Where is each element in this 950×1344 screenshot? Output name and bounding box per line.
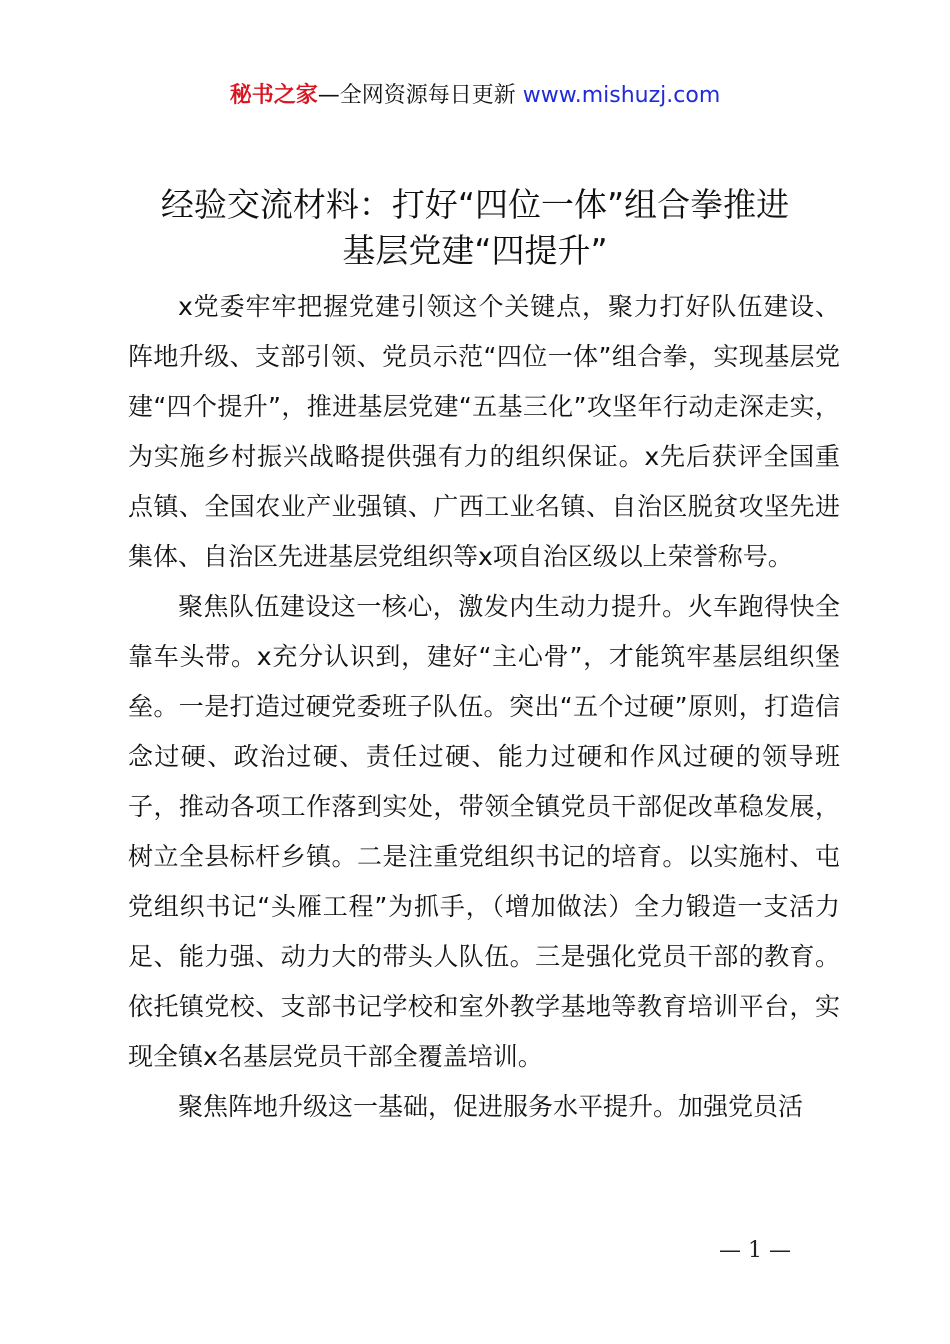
- site-brand: 秘书之家: [229, 83, 318, 108]
- document-title-line-1: 经验交流材料：打好“四位一体”组合拳推进: [160, 185, 790, 224]
- site-url: www.mishuzj.com: [522, 83, 721, 108]
- page-number: — 1 —: [719, 1238, 791, 1263]
- document-title: [90, 182, 860, 274]
- body-paragraph-3: 聚焦阵地升级这一基础，促进服务水平提升。加强党员活: [178, 1092, 804, 1121]
- site-slogan: —全网资源每日更新: [317, 83, 516, 108]
- document-body: [128, 282, 840, 1132]
- site-header: [0, 80, 950, 112]
- document-title-line-2: 基层党建“四提升”: [342, 231, 608, 270]
- body-paragraph-1: x党委牢牢把握党建引领这个关键点，聚力打好队伍建设、阵地升级、支部引领、党员示范“四位一体”组合拳，实现基层党建“四个提升”，推进基层党建“五基三化”攻坚年行动走深走实，为实施乡村振兴战略提供强有力的组织保证。x先后获评全国重点镇、全国农业产业强镇、广西工业名镇、自治区脱贫攻坚先进集体、自治区先进基层党组织等x项自治区级以上荣誉称号。: [128, 292, 840, 571]
- body-paragraph-2: 聚焦队伍建设这一核心，激发内生动力提升。火车跑得快全靠车头带。x充分认识到，建好“主心骨”，才能筑牢基层组织堡垒。一是打造过硬党委班子队伍。突出“五个过硬”原则，打造信念过硬、政治过硬、责任过硬、能力过硬和作风过硬的领导班子，推动各项工作落到实处，带领全镇党员干部促改革稳发展，树立全县标杆乡镇。二是注重党组织书记的培育。以实施村、屯党组织书记“头雁工程”为抓手，（增加做法）全力锻造一支活力足、能力强、动力大的带头人队伍。三是强化党员干部的教育。依托镇党校、支部书记学校和室外教学基地等教育培训平台，实现全镇x名基层党员干部全覆盖培训。: [128, 592, 840, 1071]
